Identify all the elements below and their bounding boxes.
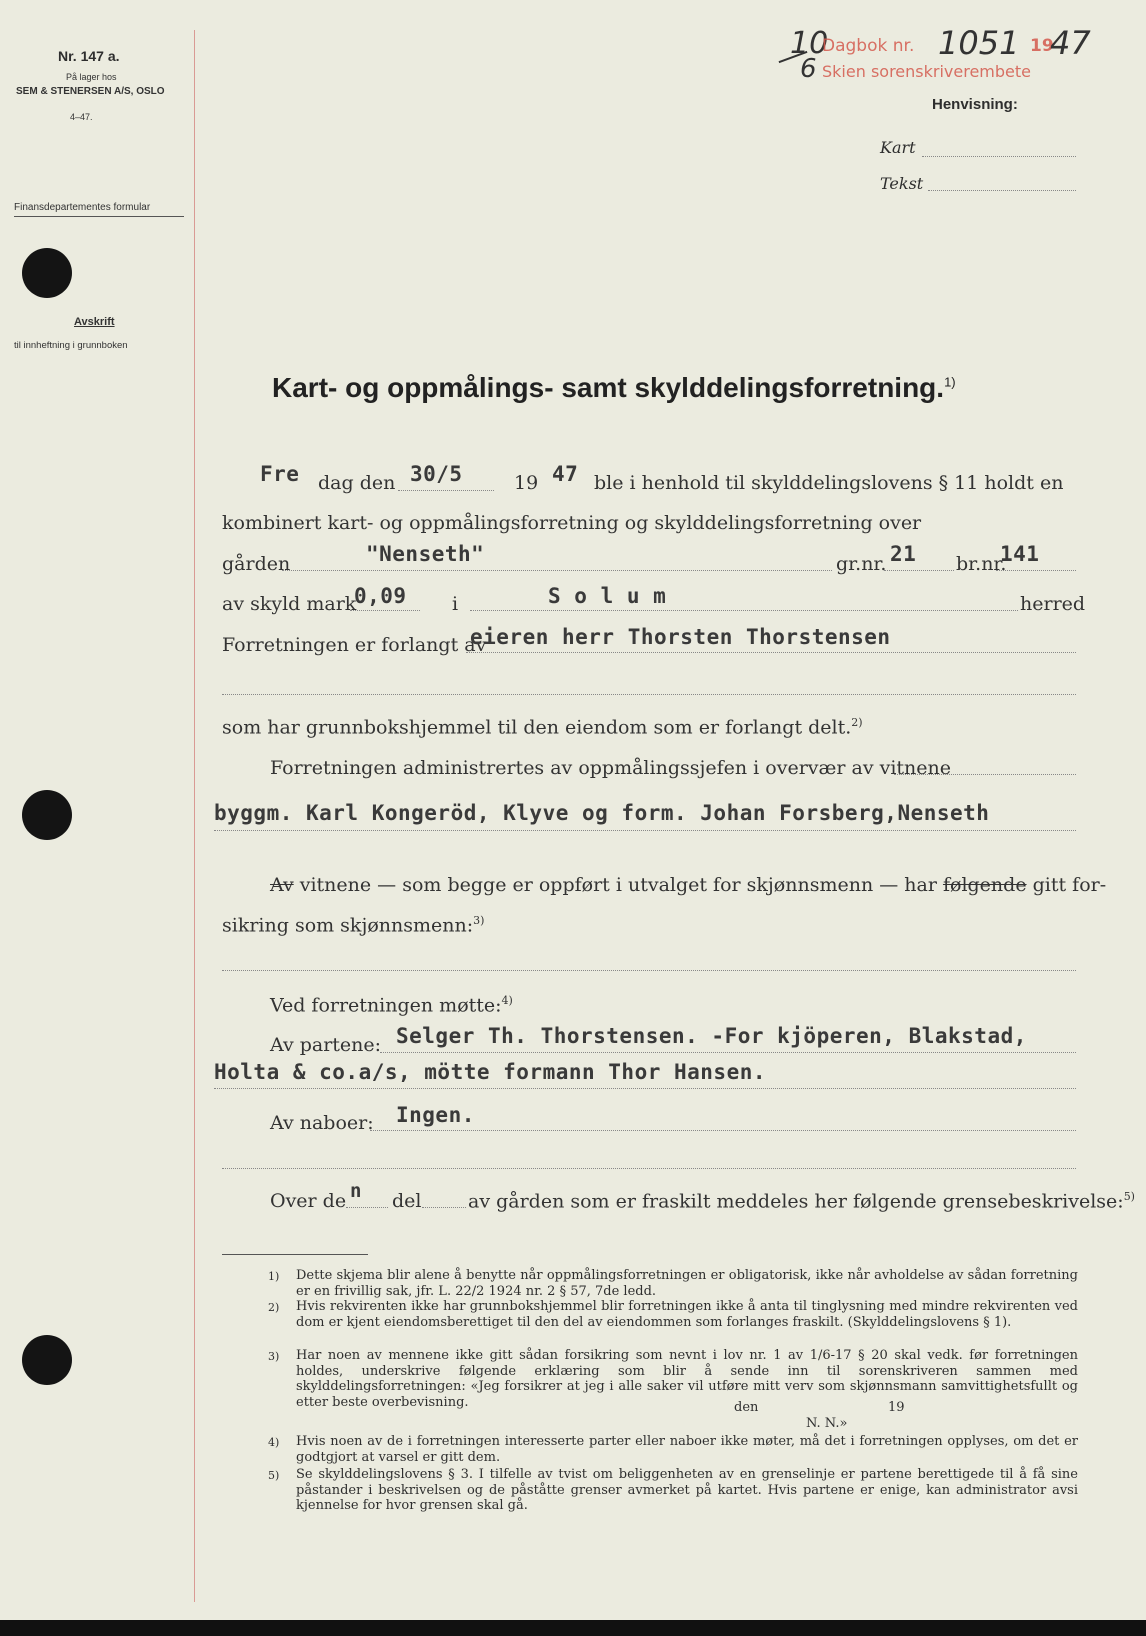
parties-line bbox=[380, 1052, 1076, 1053]
blank-line bbox=[222, 694, 1076, 695]
print-date: 4–47. bbox=[70, 112, 93, 122]
date-line bbox=[398, 490, 494, 491]
bnr-value: 141 bbox=[1000, 542, 1040, 566]
footnote-4: Hvis noen av de i forretningen interesserte parter eller naboer ikke møter, må det i forretningen opplyses, om det er godtgjort at varsel er gitt dem. bbox=[296, 1434, 1078, 1465]
tekst-label: Tekst bbox=[880, 174, 924, 193]
farm-label: gården bbox=[222, 553, 291, 575]
farm-line bbox=[282, 570, 832, 571]
footnote-3-nn: N. N.» bbox=[806, 1416, 848, 1431]
stamp-year: 19 bbox=[1030, 36, 1054, 56]
hand-day: Fre bbox=[260, 462, 300, 486]
grunnbok-text: som har grunnbokshjemmel til den eiendom som er forlangt delt.$^{2)}$ bbox=[222, 716, 863, 739]
over-text-2: del bbox=[392, 1190, 422, 1212]
requested-label: Forretningen er forlangt av bbox=[222, 634, 487, 656]
avskrift-sub: til innheftning i grunnboken bbox=[14, 340, 128, 351]
skyld-i: i bbox=[452, 593, 459, 615]
gnr-line bbox=[884, 570, 954, 571]
footnote-3-num: 3) bbox=[268, 1350, 280, 1363]
form-number: Nr. 147 a. bbox=[58, 48, 120, 64]
formular-label: Finansdepartementes formular bbox=[14, 202, 151, 213]
blank-line bbox=[222, 1168, 1076, 1169]
requested-line bbox=[466, 652, 1076, 653]
witnesses-line bbox=[214, 830, 1076, 831]
parties-line-2: Holta & co.a/s, mötte formann Thor Hansen. bbox=[214, 1060, 767, 1084]
witness-text: Av vitnene — som begge er oppført i utvalget for skjønnsmenn — har følgende gitt for- bbox=[270, 874, 1107, 896]
parties-line bbox=[214, 1088, 1076, 1089]
neighbors-line bbox=[370, 1130, 1076, 1131]
bnr-label: br.nr. bbox=[956, 553, 1007, 575]
municipality: S o l u m bbox=[548, 584, 667, 608]
footnote-divider bbox=[222, 1254, 368, 1255]
footnote-1-num: 1) bbox=[268, 1270, 280, 1283]
parties-line-1: Selger Th. Thorstensen. -For kjöperen, Blakstad, bbox=[396, 1024, 1027, 1048]
neighbors-label: Av naboer: bbox=[270, 1112, 374, 1134]
avskrift-label: Avskrift bbox=[74, 316, 115, 328]
footnote-3-year: 19 bbox=[888, 1400, 905, 1415]
meeting-label: Ved forretningen møtte:$^{4)}$ bbox=[270, 994, 513, 1017]
kart-line bbox=[922, 156, 1076, 157]
scan-edge bbox=[0, 1620, 1146, 1636]
text-paragraph-1-line2: kombinert kart- og oppmålingsforretning og skylddelingsforretning over bbox=[222, 512, 922, 534]
administered-line bbox=[894, 774, 1076, 775]
over-line-2 bbox=[422, 1207, 466, 1208]
gnr-value: 21 bbox=[890, 542, 917, 566]
publisher-line-2: SEM & STENERSEN A/S, OSLO bbox=[16, 86, 165, 97]
text-19: 19 bbox=[514, 472, 539, 494]
bnr-line bbox=[996, 570, 1076, 571]
administered-text: Forretningen administrertes av oppmålingssjefen i overvær av vitnene bbox=[270, 757, 952, 779]
divider bbox=[14, 216, 184, 217]
skyld-label: av skyld mark bbox=[222, 593, 357, 615]
hand-date-top: 10 bbox=[790, 26, 829, 61]
over-text-3: av gården som er fraskilt meddeles her følgende grensebeskrivelse:$^{5)}$ bbox=[468, 1190, 1135, 1213]
requested-value: eieren herr Thorsten Thorstensen bbox=[470, 625, 891, 649]
over-text-1: Over de bbox=[270, 1190, 347, 1212]
hand-journal-number: 1051 bbox=[938, 24, 1020, 62]
text-paragraph-1: ble i henhold til skylddelingslovens § 11 holdt en bbox=[594, 472, 1064, 494]
footnote-3-den: den bbox=[734, 1400, 759, 1415]
gnr-label: gr.nr. bbox=[836, 553, 887, 575]
text-dag-den: dag den bbox=[318, 472, 396, 494]
punch-hole bbox=[22, 248, 72, 298]
witness-text-line2: sikring som skjønnsmenn:$^{3)}$ bbox=[222, 914, 485, 937]
punch-hole bbox=[22, 790, 72, 840]
reference-heading: Henvisning: bbox=[932, 96, 1018, 113]
document-title: Kart- og oppmålings- samt skylddelingsforretning.$^{1)}$ bbox=[272, 372, 956, 403]
herred-label: herred bbox=[1020, 593, 1086, 615]
publisher-line-1: På lager hos bbox=[66, 72, 117, 82]
over-line-1 bbox=[346, 1207, 388, 1208]
footnote-3: Har noen av mennene ikke gitt sådan forsikring som nevnt i lov nr. 1 av 1/6-17 § 20 skal vedk. før forretningen holdes, underskrive følgende erklæring som blir å sende inn til sorenskriveren sammen med skylddelingsforretningen: «Jeg forsikrer at jeg i alle saker vil utføre mitt verv som skjønnsmann samvittighetsfullt og etter beste overbevisning. bbox=[296, 1348, 1078, 1410]
over-hand: n bbox=[350, 1180, 362, 1202]
footnote-4-num: 4) bbox=[268, 1436, 280, 1449]
hand-year: 47 bbox=[1050, 24, 1091, 62]
parties-label: Av partene: bbox=[270, 1034, 382, 1056]
footnote-2-num: 2) bbox=[268, 1301, 280, 1314]
footnote-1: Dette skjema blir alene å benytte når oppmålingsforretningen er obligatorisk, ikke når avholdelse av sådan forretning er en frivillig sak, jfr. L. 22/2 1924 nr. 2 § 57, 7de ledd. bbox=[296, 1268, 1078, 1299]
neighbors-value: Ingen. bbox=[396, 1103, 475, 1127]
footnote-5: Se skylddelingslovens § 3. I tilfelle av tvist om beliggenheten av en grenselinje er partene berettigede til å få sine påstander i beskrivelsen og de påståtte grenser avmerket på kartet. Hvis partene er enige, kan administrator avsi kjennelse for hvor grensen skal gå. bbox=[296, 1467, 1078, 1513]
hand-date-bottom: 6 bbox=[800, 54, 817, 84]
witnesses: byggm. Karl Kongeröd, Klyve og form. Johan Forsberg,Nenseth bbox=[214, 801, 990, 825]
blank-line bbox=[222, 970, 1076, 971]
stamp-office: Skien sorenskriverembete bbox=[822, 62, 1031, 81]
tekst-line bbox=[928, 190, 1076, 191]
farm-name: "Nenseth" bbox=[366, 542, 485, 566]
margin-rule bbox=[194, 30, 195, 1602]
kart-label: Kart bbox=[880, 138, 916, 157]
footnote-2: Hvis rekvirenten ikke har grunnbokshjemmel blir forretningen ikke å anta til tinglysning med mindre rekvirenten ved dom er kjent eiendomsberettiget til den del av eiendommen som forlanges fraskilt. (Skylddelingslovens § 1). bbox=[296, 1299, 1078, 1330]
municipality-line bbox=[470, 610, 1018, 611]
punch-hole bbox=[22, 1335, 72, 1385]
hand-year-text: 47 bbox=[552, 462, 579, 486]
stamp-dagbok: Dagbok nr. bbox=[822, 36, 915, 56]
hand-date: 30/5 bbox=[410, 462, 463, 486]
footnote-5-num: 5) bbox=[268, 1469, 280, 1482]
skyld-line bbox=[350, 610, 420, 611]
skyld-value: 0,09 bbox=[354, 584, 407, 608]
